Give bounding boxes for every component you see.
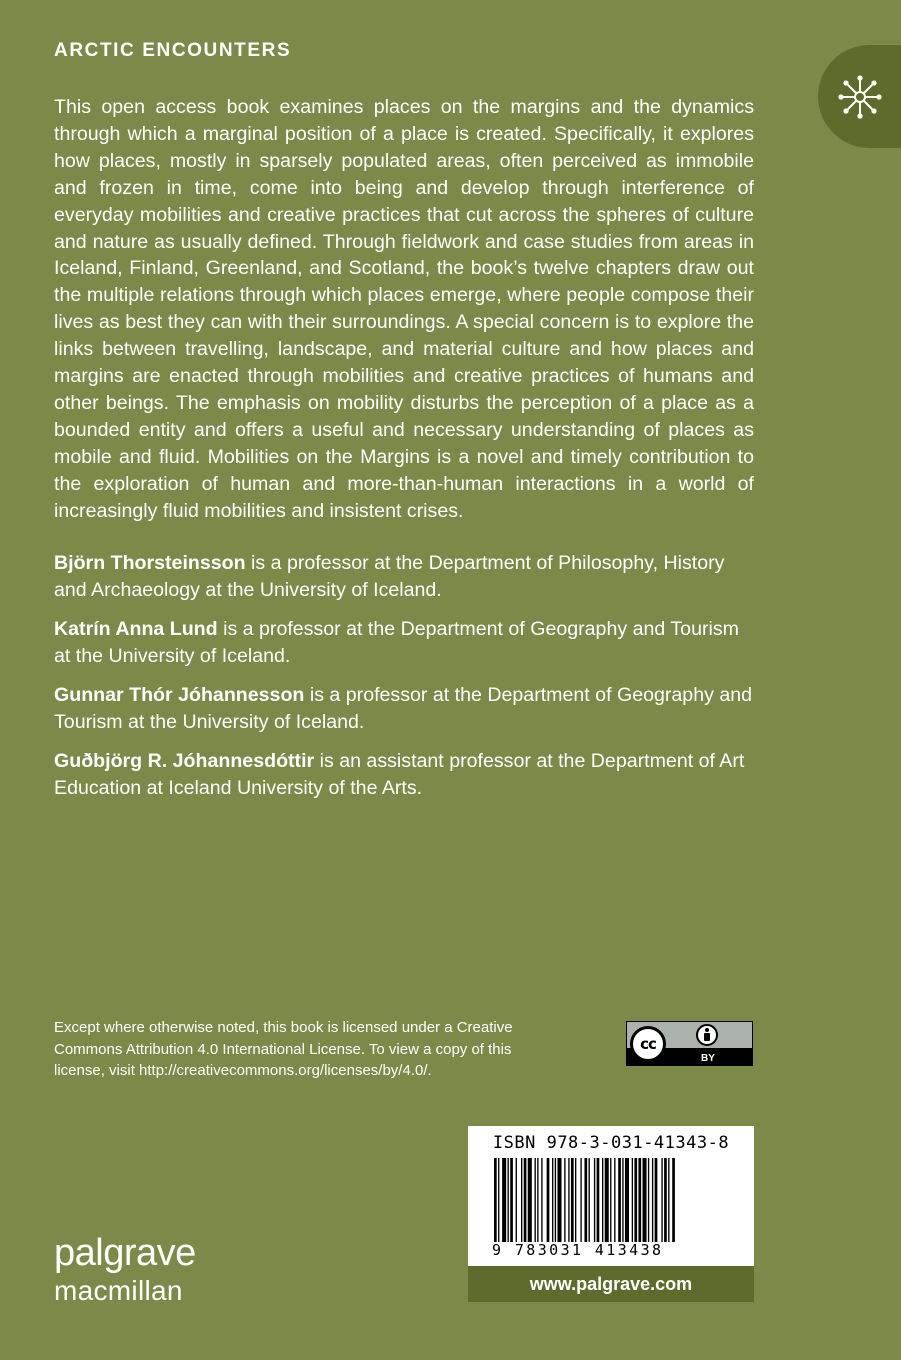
barcode-bar [541, 1158, 542, 1242]
author-description: is a professor at the Department of Geography and Tourism at the University of Iceland. [54, 618, 739, 667]
barcode-bar [668, 1158, 669, 1242]
barcode-bar [557, 1158, 561, 1242]
barcode-bar [502, 1158, 506, 1242]
barcode-bar [664, 1158, 667, 1242]
publisher-website[interactable]: www.palgrave.com [468, 1266, 754, 1302]
barcode-bar [643, 1158, 647, 1242]
barcode-bar [510, 1158, 513, 1242]
author-name: Gunnar Thór Jóhannesson [54, 684, 305, 706]
publisher-name-line1: palgrave [54, 1232, 196, 1274]
author-bios [54, 550, 754, 814]
barcode-bars [494, 1158, 728, 1242]
license-notice: Except where otherwise noted, this book is licensed under a Creative Commons Attribution 4.0 International License. To view a copy of this license, visit http://creativecommons.org/licenses/by/4.0/. [54, 1019, 513, 1079]
barcode-bar [521, 1158, 522, 1242]
barcode-bar [632, 1158, 633, 1242]
barcode-bar [555, 1158, 556, 1242]
barcode-bar [568, 1158, 569, 1242]
barcode-bar [638, 1158, 641, 1242]
barcode-bar [618, 1158, 621, 1242]
barcode-bar [571, 1158, 574, 1242]
author-name: Björn Thorsteinsson [54, 552, 246, 574]
barcode-bar [672, 1158, 675, 1242]
barcode-bar [564, 1158, 565, 1242]
barcode-bar [625, 1158, 629, 1242]
barcode-bar [537, 1158, 538, 1242]
author-bio [54, 550, 754, 604]
barcode-bar [589, 1158, 590, 1242]
barcode-bar [528, 1158, 532, 1242]
author-bio [54, 616, 754, 670]
barcode-bar [661, 1158, 662, 1242]
barcode-bar [494, 1158, 497, 1242]
barcode-bar [614, 1158, 615, 1242]
barcode-bar [597, 1158, 600, 1242]
barcode-digits: 9 783031 413438 [492, 1241, 664, 1259]
by-label: BY [701, 1053, 715, 1064]
barcode-bar [648, 1158, 649, 1242]
barcode-bar [622, 1158, 623, 1242]
barcode-bar [498, 1158, 499, 1242]
barcode-bar [580, 1158, 581, 1242]
barcode-bar [594, 1158, 595, 1242]
author-name: Guðbjörg R. Jóhannesdóttir [54, 750, 315, 772]
isbn-label: ISBN 978-3-031-41343-8 [492, 1133, 730, 1153]
barcode-bar [584, 1158, 587, 1242]
barcode-bar [652, 1158, 653, 1242]
author-bio [54, 682, 754, 736]
barcode-bar [535, 1158, 536, 1242]
author-bio [54, 748, 754, 802]
publisher-logo-tab [818, 45, 901, 148]
cc-by-badge[interactable] [626, 1021, 753, 1066]
isbn-barcode [468, 1126, 754, 1266]
author-description: is an assistant professor at the Department of Art Education at Iceland University of the Arts. [54, 750, 745, 799]
author-name: Katrín Anna Lund [54, 618, 218, 640]
palgrave-star-icon [838, 75, 882, 119]
series-title: ARCTIC ENCOUNTERS [54, 40, 292, 61]
barcode-bar [610, 1158, 611, 1242]
author-description: is a professor at the Department of Philosophy, History and Archaeology at the University of Iceland. [54, 552, 725, 601]
barcode-bar [552, 1158, 553, 1242]
barcode-bar [655, 1158, 658, 1242]
publisher-name-line2: macmillan [54, 1275, 183, 1306]
barcode-bar [547, 1158, 550, 1242]
attribution-person-icon [696, 1024, 718, 1046]
barcode-bar [634, 1158, 637, 1242]
barcode-bar [516, 1158, 517, 1242]
book-description: This open access book examines places on the margins and the dynamics through which a marginal position of a place is created. Specifically, it explores how places, mostly in sparsely populated areas, often perceived as immobile and frozen in time, come into being and develop through interference of everyday mobilities and creative practices that cut across the spheres of culture and nature as usually defined. Through fieldwork and case studies from areas in Iceland, Finland, Greenland, and Scotland, the book’s twelve chapters draw out the multiple relations through which places emerge, where people compose their lives as best they can with their surroundings. A special concern is to explore the links between travelling, landscape, and material culture and how places and margins are enacted through mobilities and creative practices of humans and other beings. The emphasis on mobility disturbs the perception of a place as a bounded entity and offers a useful and necessary understanding of places as mobile and fluid. Mobilities on the Margins is a novel and timely contribution to the exploration of human and more-than-human interactions in a world of increasingly fluid mobilities and insistent crises. [54, 96, 754, 522]
barcode-bar [605, 1158, 609, 1242]
barcode-bar [575, 1158, 576, 1242]
cc-icon: cc [630, 1026, 666, 1062]
author-description: is a professor at the Department of Geography and Tourism at the University of Iceland. [54, 684, 753, 733]
barcode-bar [508, 1158, 509, 1242]
barcode-bar [524, 1158, 527, 1242]
barcode-bar [602, 1158, 603, 1242]
